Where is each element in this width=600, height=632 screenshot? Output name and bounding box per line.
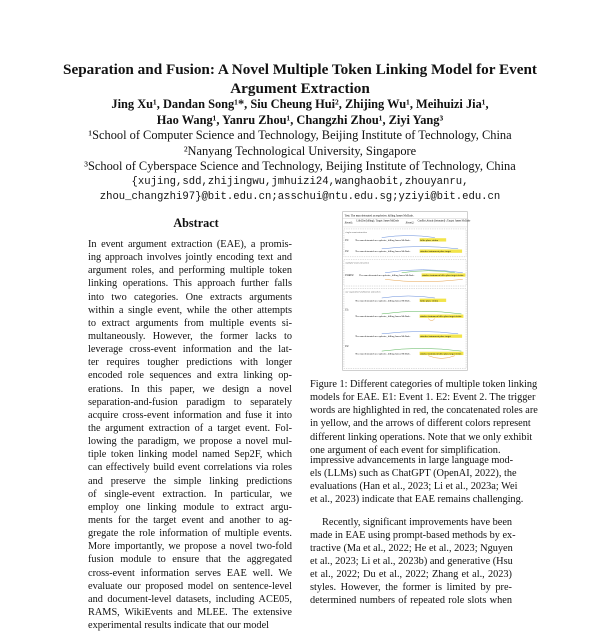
abstract-line: encoded role sequences and extra linking op- (88, 370, 292, 382)
figure-event1-roles: Life.Die (killing) ; Target: James McDade (356, 219, 399, 223)
abstract-line: of single-event extraction. In particular, we (88, 488, 292, 500)
abstract-line: ing approach involves jointly encoding text and (88, 252, 292, 264)
abstract-line: RAMS, WikiEvents and MLEE. The extensive (88, 606, 292, 618)
figure-event2-roles: Conflict.Attack (detonated) ; Target: James McDade (417, 219, 471, 223)
ours-e1-sentence-1: The man detonated an explosive, killing James McDade. (355, 299, 411, 303)
abstract-line: employ one linking module to extract argu- (88, 501, 292, 513)
abstract-line: into two categories. One extracts arguments (88, 291, 292, 303)
abstract-line: ter requires tougher predictions with longer (88, 357, 292, 369)
body-line: impressive advancements in large language mod- (310, 455, 514, 466)
abstract-line: In event argument extraction (EAE), a promis- (88, 239, 292, 250)
body-line: et al., 2023; Li et al., 2023b) and generative (Hsu (310, 556, 513, 567)
figure-caption (310, 378, 538, 457)
abstract-line: ments for the target event and another to ag- (88, 514, 292, 526)
caption-line: in yellow, and the arrows of different colors represent (310, 418, 531, 430)
caption-line: models for EAE. E1: Event 1. E2: Event 2. The trigger (310, 392, 536, 404)
abstract-heading: Abstract (173, 216, 219, 230)
multi-e1e2-label: E1&E2: (345, 274, 355, 278)
abstract-line: acquire cross-event information and fuse it into (88, 409, 292, 421)
authors-line-2: Hao Wang¹, Yanru Zhou¹, Changzhi Zhou¹, Ziyi Yang³ (156, 112, 444, 127)
body-line: et al., 2022; Du et al., 2022; Zhang et al., 2023) (310, 569, 512, 580)
abstract-line: tiple token linking model named Sep2F, which (88, 449, 292, 461)
caption-line: Figure 1: Different categories of multiple token linking (310, 379, 538, 390)
ours-e2-roles-1: attacker instrument place target (420, 335, 451, 339)
caption-line: words are highlighted in red, the concatenated roles are (310, 405, 538, 417)
abstract-line: cross-event information serves EAE well. We (88, 567, 292, 579)
affiliation-2: ²Nanyang Technological University, Singapore (183, 143, 417, 158)
single-e1-roles: killer place victim (420, 238, 439, 242)
single-e1-arrow (382, 236, 435, 238)
ours-e1-label: E1: (345, 308, 350, 312)
title-line-1: Separation and Fusion: A Novel Multiple Token Linking Model for Event (63, 61, 537, 78)
ours-e1-roles-2: attacker instrument killer place target victim (420, 315, 462, 319)
abstract-line: and document-level datasets, including ACE05, (88, 593, 292, 605)
single-e2-arrow (382, 247, 458, 249)
body-line: made in EAE using prompt-based methods by ex- (310, 530, 516, 541)
abstract-body (88, 238, 292, 632)
body-line: tractive (Ma et al., 2022; He et al., 2023; Nguyen (310, 543, 513, 554)
abstract-line: linking operations. This approach further falls (88, 278, 292, 290)
abstract-line: lowing the paradigm, we propose a novel mul- (88, 436, 292, 448)
abstract-line: More importantly, we propose a novel two-fold (88, 541, 292, 553)
ours-e2-sentence-1: The man detonated an explosive, killing James McDade. (355, 335, 411, 339)
multi-sentence: The man detonated an explosive, killing James McDade. (359, 274, 415, 278)
ours-e2-label: E2: (345, 345, 350, 349)
body-line: els (LLMs) such as ChatGPT (OpenAI, 2022), the (310, 468, 517, 479)
figure-event2-label: Event2: (405, 221, 415, 225)
abstract-line: to extract arguments from multiple events si- (88, 317, 292, 329)
abstract-line: evaluate our proposed model on sentence-level (88, 580, 292, 592)
multi-arrow-orange (385, 279, 463, 281)
ours-e1-sentence-2: The man detonated an explosive, killing James McDade. (355, 315, 411, 319)
paper-title (40, 60, 560, 98)
body-line: styles. However, the former is limited by pre- (310, 582, 512, 593)
single-e1-sentence: The man detonated an explosive, killing James McDade. (355, 238, 411, 242)
single-e2-label: E2: (345, 250, 350, 254)
title-line-2: Argument Extraction (230, 80, 370, 97)
abstract-line: leverage cross-event information and the lat- (88, 344, 292, 356)
section-multi-label: multiple-event extraction (345, 261, 370, 265)
abstract-line: multaneously. However, the former lacks to (88, 330, 292, 342)
ours-e2-roles-2: attacker instrument killer place target victim (420, 352, 462, 356)
single-e2-roles: attacker instrument place target (420, 250, 451, 254)
caption-line: different linking operations. Note that we only exhibit (310, 431, 533, 443)
section-ours-label: our separation-and-fusion extraction (345, 290, 381, 294)
figure-text-line: Text: The man detonated an explosive, killing James McDade. (344, 214, 414, 218)
abstract-line: experimental results indicate that our model (88, 620, 269, 632)
authors-line-1: Jing Xu¹, Dandan Song¹*, Siu Cheung Hui², Zhijing Wu¹, Meihuizi Jia¹, (111, 97, 489, 111)
abstract-line: gregate the role information of multiple events. (88, 528, 292, 540)
affiliations (40, 128, 560, 206)
abstract-line: fusion module to ensure that the aggregated (88, 554, 292, 566)
email-line-2: zhou_changzhi97}@bit.edu.cn;asschui@ntu.edu.sg;yziyi@bit.edu.cn (99, 191, 501, 203)
figure-event1-label: Event1: (344, 221, 354, 225)
abstract-line: and preserve the simple linking predictions (88, 475, 292, 487)
body-line: Recently, significant improvements have been (322, 517, 513, 528)
section-single-label: single-event extraction (345, 230, 367, 234)
ours-e2-sentence-2: The man detonated an explosive, killing James McDade. (355, 352, 411, 356)
abstract-line: within a single event, while the other attempts (88, 304, 292, 316)
abstract-line: separation-and-fusion paradigm to separately (88, 396, 292, 408)
abstract-line: the argument extraction of a target event. Fol- (88, 422, 292, 434)
ours-e1-roles-1: killer place victim (420, 299, 439, 303)
body-line: evaluations (Han et al., 2023; Li et al., 2023a; Wei (310, 481, 518, 492)
abstract-line: erations. In this paper, we design a novel (88, 383, 292, 395)
body-line: et al., 2023) indicate that EAE remains challenging. (310, 494, 524, 505)
email-line-1: {xujing,sdd,zhijingwu,jmhuizi24,wanghaobit,zhouyanru, (131, 175, 469, 188)
single-e2-sentence: The man detonated an explosive, killing James McDade. (355, 250, 411, 254)
single-e1-label: E1: (345, 238, 350, 242)
affiliation-1: ¹School of Computer Science and Technology, Beijing Institute of Technology, China (88, 128, 512, 142)
multi-roles: attacker instrument killer place target victim (422, 274, 464, 278)
body-line: determined numbers of repeated role slots when (310, 595, 512, 606)
abstract-line: can effectively build event correlations via roles (88, 462, 292, 474)
affiliation-3: ³School of Cyberspace Science and Technology, Beijing Institute of Technology, China (84, 159, 516, 173)
figure-1 (310, 211, 500, 371)
author-list (40, 97, 560, 128)
caption-line: one argument of each event for simplification. (310, 444, 501, 456)
abstract-line: argument roles, and performing multiple token (88, 265, 292, 277)
